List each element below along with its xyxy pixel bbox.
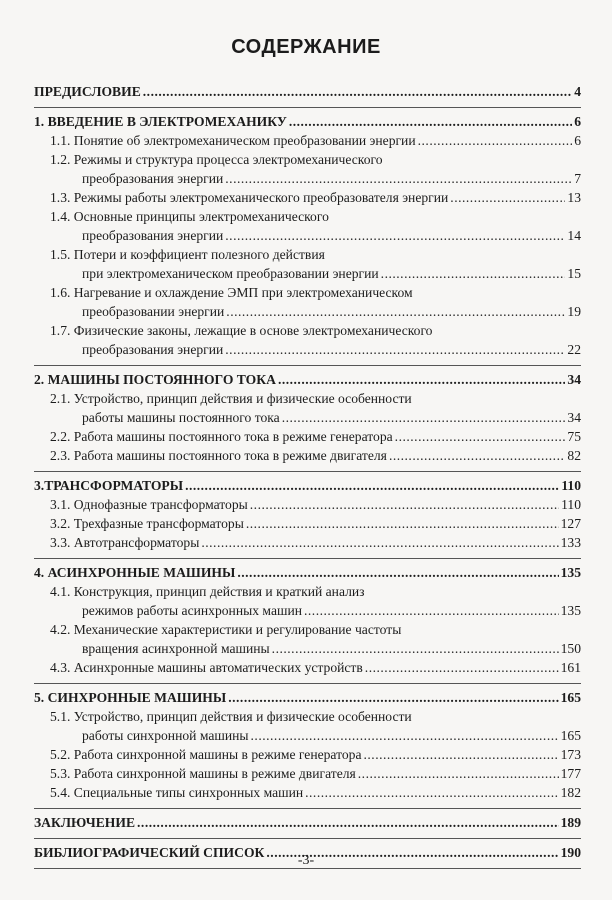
toc-subentry-title: работы синхронной машины (82, 728, 249, 743)
toc-subentry-title: работы машины постоянного тока (82, 410, 280, 425)
toc-page-number: 110 (561, 497, 581, 512)
toc-subentry (34, 427, 581, 446)
toc-page-number: 6 (574, 133, 581, 148)
toc-subentry (34, 321, 581, 359)
toc-subentry-line (50, 188, 581, 207)
toc-entry-title: 1. ВВЕДЕНИЕ В ЭЛЕКТРОМЕХАНИКУ (34, 114, 287, 129)
page-number: -3- (297, 853, 315, 868)
toc-preface (34, 82, 581, 101)
dot-leader (389, 446, 565, 465)
toc-subentry (34, 131, 581, 150)
toc-subentry-title: 2.2. Работа машины постоянного тока в режиме генератора (50, 429, 393, 444)
toc-page-number: 133 (560, 535, 581, 550)
dot-leader (143, 82, 572, 101)
toc-page-number: 14 (567, 228, 581, 243)
toc-page-number: 189 (560, 815, 581, 830)
dot-leader (251, 726, 559, 745)
toc-page-number: 34 (567, 410, 581, 425)
dot-leader (418, 131, 573, 150)
dot-leader (272, 639, 559, 658)
toc-subentry-line: 1.6. Нагревание и охлаждение ЭМП при электромеханическом (50, 285, 413, 300)
toc-page-number: 13 (567, 190, 581, 205)
dot-leader (395, 427, 566, 446)
toc-subentry-line: 1.2. Режимы и структура процесса электромеханического (50, 152, 383, 167)
toc-page-number: 19 (567, 304, 581, 319)
toc-subentry-title: 1.1. Понятие об электромеханическом преобразовании энергии (50, 133, 416, 148)
dot-leader (289, 112, 572, 131)
toc-page-number: 22 (567, 342, 581, 357)
toc-subentry-title: 5.2. Работа синхронной машины в режиме генератора (50, 747, 362, 762)
dot-leader (137, 813, 559, 832)
toc-subentry-line (50, 658, 581, 677)
toc-subentry-line: 5.1. Устройство, принцип действия и физические особенности (50, 709, 412, 724)
dot-leader (225, 169, 572, 188)
dot-leader (225, 226, 565, 245)
section-divider (34, 838, 581, 839)
section-divider (34, 808, 581, 809)
page-title: СОДЕРЖАНИЕ (231, 36, 381, 58)
toc-subentry-title: 3.3. Автотрансформаторы (50, 535, 200, 550)
toc-page-number: 165 (560, 690, 581, 705)
toc-conclusion (34, 813, 581, 832)
toc-subentry-line (50, 726, 581, 745)
section-divider (34, 558, 581, 559)
toc-subentry-line (50, 745, 581, 764)
dot-leader (358, 764, 559, 783)
toc-subentry-title: 5.3. Работа синхронной машины в режиме двигателя (50, 766, 356, 781)
toc-entry-title: БИБЛИОГРАФИЧЕСКИЙ СПИСОК (34, 845, 265, 860)
toc-page-number: 135 (560, 565, 581, 580)
toc-subentry-title: 4.3. Асинхронные машины автоматических устройств (50, 660, 363, 675)
toc-subentry-title: преобразовании энергии (82, 304, 225, 319)
toc-subentry-line (50, 446, 581, 465)
toc-chapter (34, 688, 581, 707)
toc-subentry (34, 207, 581, 245)
toc-subentry (34, 446, 581, 465)
toc-page-number: 150 (560, 641, 581, 656)
section-divider (34, 683, 581, 684)
toc-page-number: 15 (567, 266, 581, 281)
dot-leader (364, 745, 559, 764)
dot-leader (278, 370, 565, 389)
dot-leader (185, 476, 559, 495)
toc-subentry-title: 2.3. Работа машины постоянного тока в режиме двигателя (50, 448, 387, 463)
dot-leader (226, 302, 565, 321)
toc-entry-title: 3.ТРАНСФОРМАТОРЫ (34, 478, 184, 493)
toc-subentry (34, 514, 581, 533)
toc-entry-title: ПРЕДИСЛОВИЕ (34, 84, 141, 99)
dot-leader (305, 783, 558, 802)
toc-subentry (34, 389, 581, 427)
toc-subentry-line (50, 764, 581, 783)
toc-subentry-title: вращения асинхронной машины (82, 641, 270, 656)
toc-page-number: 127 (560, 516, 581, 531)
toc-subentry-line: 1.7. Физические законы, лежащие в основе электромеханического (50, 323, 433, 338)
toc-subentry-line (50, 514, 581, 533)
toc-subentry (34, 745, 581, 764)
toc-page-number: 6 (574, 114, 581, 129)
toc-page-number: 182 (560, 785, 581, 800)
toc-subentry (34, 283, 581, 321)
toc-page-number: 161 (560, 660, 581, 675)
toc-subentry (34, 582, 581, 620)
table-of-contents (34, 82, 581, 873)
toc-subentry-title: 3.2. Трехфазные трансформаторы (50, 516, 244, 531)
toc-subentry-line (50, 226, 581, 245)
dot-leader (450, 188, 565, 207)
toc-page-number: 4 (574, 84, 581, 99)
toc-page-number: 190 (560, 845, 581, 860)
toc-chapter (34, 476, 581, 495)
toc-subentry-title: 3.1. Однофазные трансформаторы (50, 497, 248, 512)
toc-subentry-line (50, 601, 581, 620)
toc-subentry-line (50, 169, 581, 188)
dot-leader (365, 658, 559, 677)
toc-subentry (34, 707, 581, 745)
toc-entry-title: 5. СИНХРОННЫЕ МАШИНЫ (34, 690, 227, 705)
toc-page-number: 75 (567, 429, 581, 444)
toc-subentry (34, 495, 581, 514)
toc-subentry-title: преобразования энергии (82, 342, 224, 357)
dot-leader (246, 514, 559, 533)
dot-leader (201, 533, 558, 552)
toc-page-number: 34 (567, 372, 581, 387)
toc-subentry-line (50, 495, 581, 514)
toc-subentry-title: преобразования энергии (82, 228, 224, 243)
toc-subentry-line (50, 131, 581, 150)
dot-leader (237, 563, 558, 582)
toc-subentry-line (50, 340, 581, 359)
toc-subentry-title: при электромеханическом преобразовании энергии (82, 266, 379, 281)
dot-leader (250, 495, 559, 514)
toc-subentry (34, 533, 581, 552)
toc-subentry-title: 1.3. Режимы работы электромеханического преобразователя энергии (50, 190, 449, 205)
toc-subentry-line (50, 264, 581, 283)
toc-subentry-line (50, 533, 581, 552)
toc-entry-title: 4. АСИНХРОННЫЕ МАШИНЫ (34, 565, 236, 580)
toc-chapter (34, 112, 581, 131)
section-divider (34, 471, 581, 472)
toc-subentry-line (50, 783, 581, 802)
dot-leader (225, 340, 565, 359)
toc-subentry (34, 150, 581, 188)
toc-subentry-line: 1.4. Основные принципы электромеханического (50, 209, 329, 224)
toc-subentry (34, 245, 581, 283)
toc-entry-title: 2. МАШИНЫ ПОСТОЯННОГО ТОКА (34, 372, 276, 387)
toc-subentry-line: 2.1. Устройство, принцип действия и физические особенности (50, 391, 412, 406)
toc-page-number: 165 (560, 728, 581, 743)
toc-subentry-line (50, 427, 581, 446)
dot-leader (282, 408, 566, 427)
toc-subentry (34, 188, 581, 207)
toc-subentry-line: 4.1. Конструкция, принцип действия и краткий анализ (50, 584, 365, 599)
dot-leader (381, 264, 566, 283)
dot-leader (304, 601, 559, 620)
toc-page-number: 7 (574, 171, 581, 186)
toc-subentry-line (50, 408, 581, 427)
toc-subentry-title: преобразования энергии (82, 171, 224, 186)
toc-subentry (34, 620, 581, 658)
toc-subentry (34, 764, 581, 783)
section-divider (34, 365, 581, 366)
toc-subentry-line (50, 302, 581, 321)
toc-chapter (34, 370, 581, 389)
section-divider (34, 107, 581, 108)
toc-subentry (34, 658, 581, 677)
dot-leader (228, 688, 558, 707)
toc-subentry-line: 4.2. Механические характеристики и регулирование частоты (50, 622, 402, 637)
toc-page-number: 110 (561, 478, 581, 493)
toc-entry-title: ЗАКЛЮЧЕНИЕ (34, 815, 136, 830)
toc-subentry (34, 783, 581, 802)
toc-page-number: 135 (560, 603, 581, 618)
toc-subentry-title: 5.4. Специальные типы синхронных машин (50, 785, 304, 800)
toc-page-number: 82 (567, 448, 581, 463)
toc-subentry-line (50, 639, 581, 658)
toc-page-number: 173 (560, 747, 581, 762)
toc-subentry-line: 1.5. Потери и коэффициент полезного действия (50, 247, 325, 262)
toc-page-number: 177 (560, 766, 581, 781)
toc-subentry-title: режимов работы асинхронных машин (82, 603, 302, 618)
toc-chapter (34, 563, 581, 582)
